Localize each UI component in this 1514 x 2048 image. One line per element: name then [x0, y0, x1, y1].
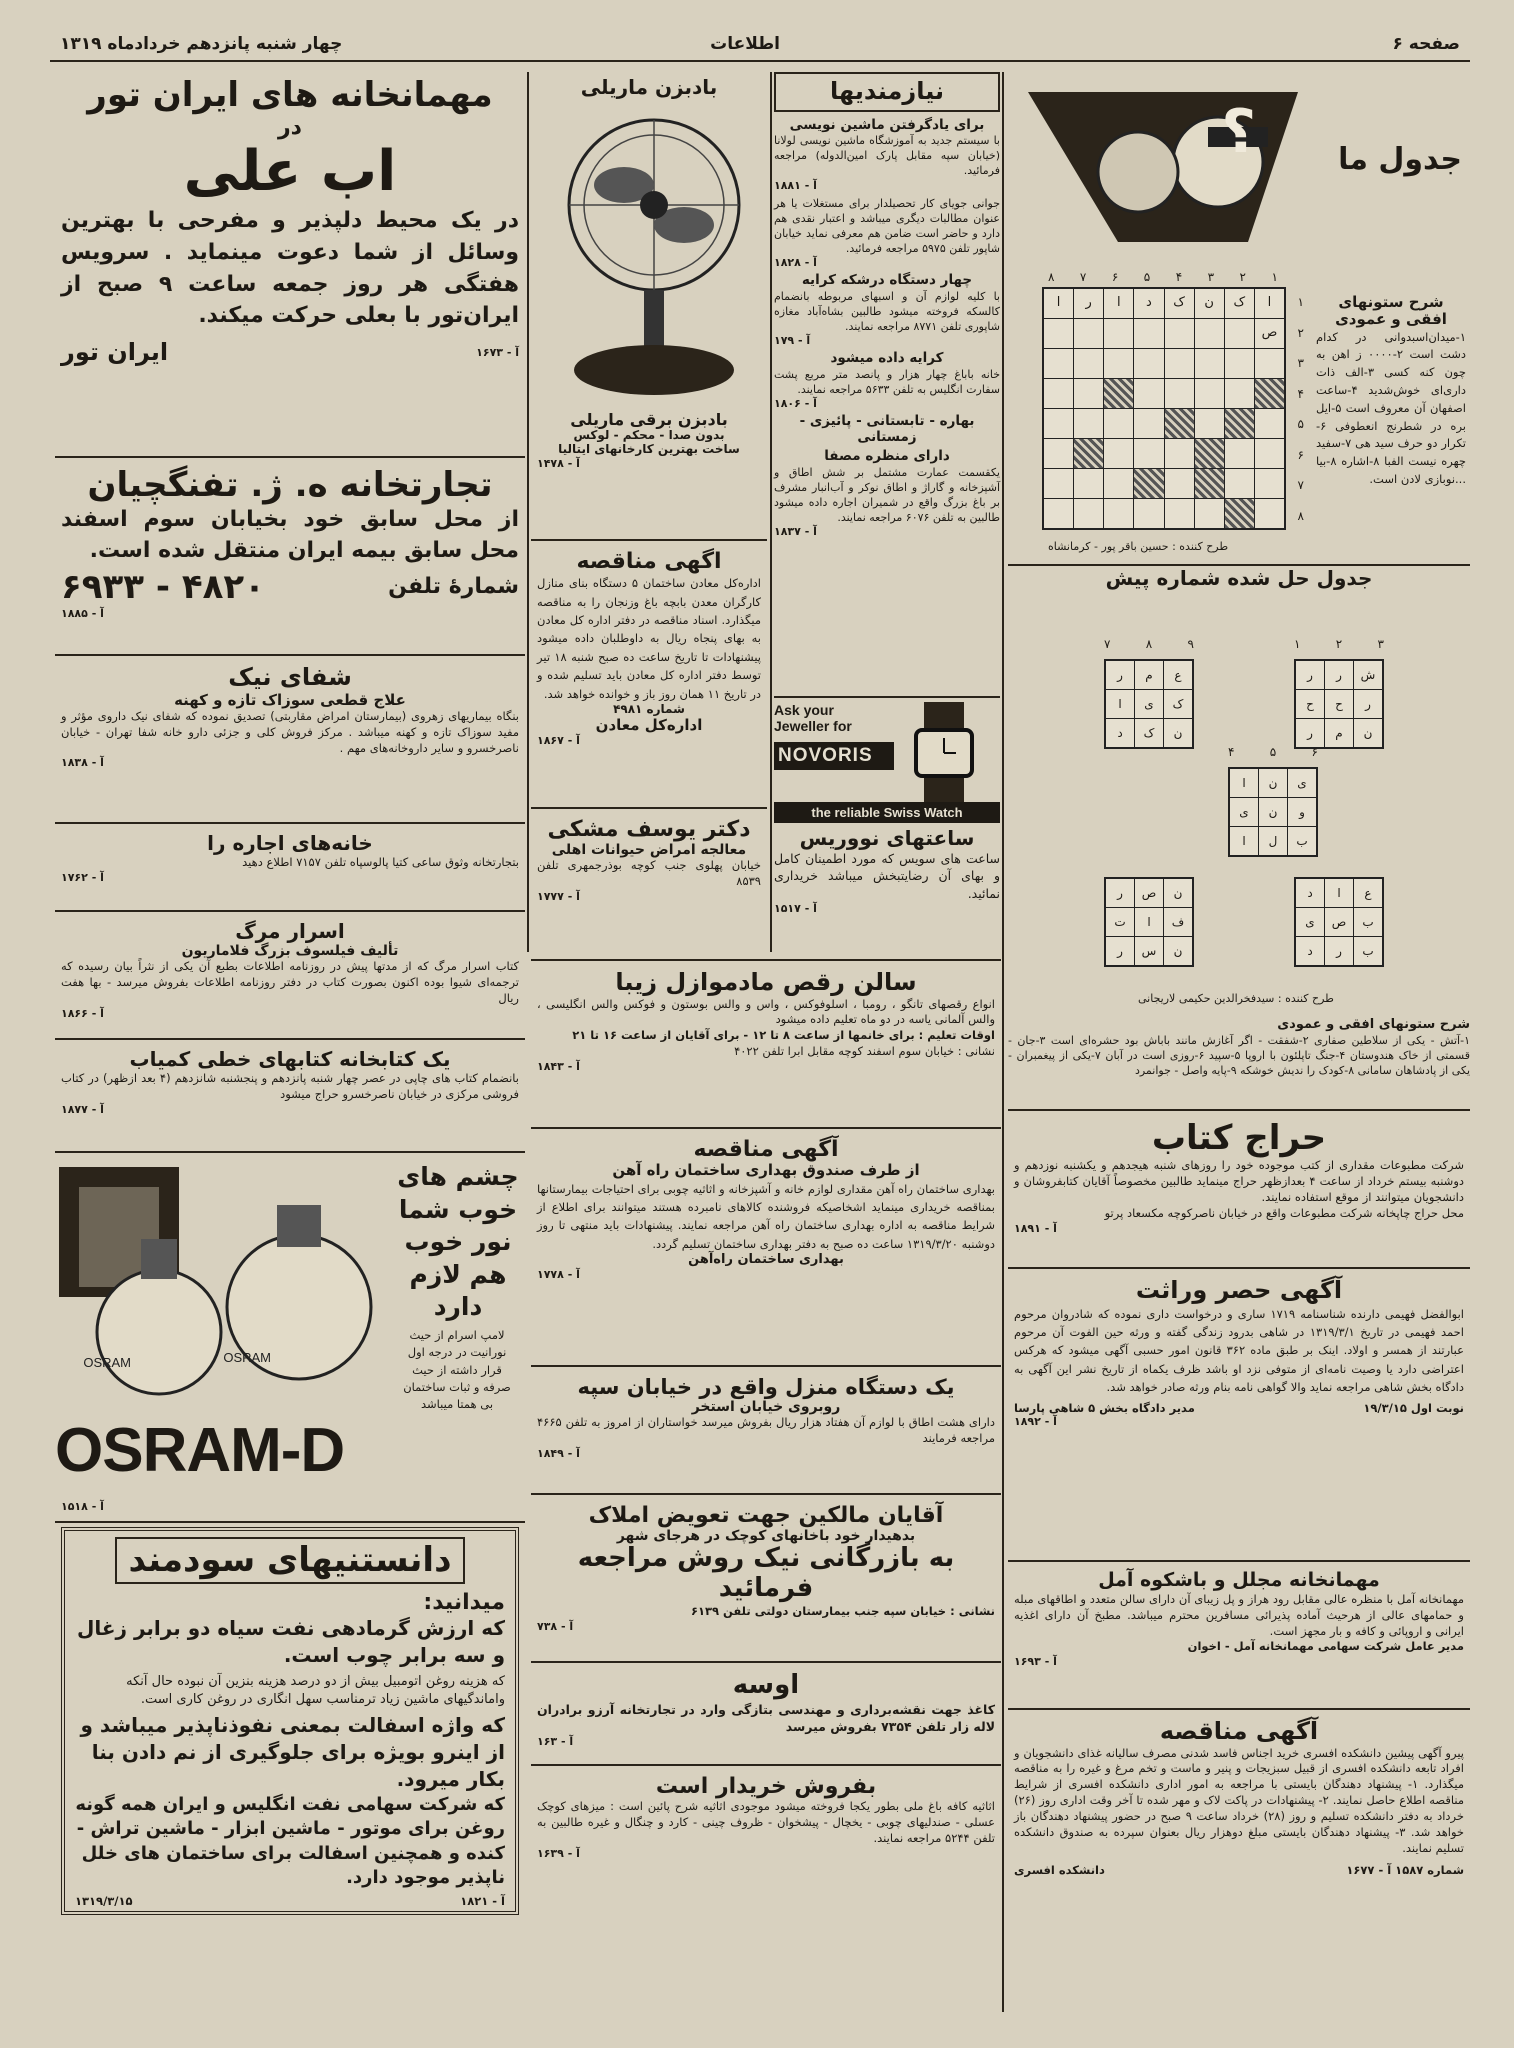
solved-cell: ب — [1354, 908, 1382, 936]
solved-cell: ص — [1135, 879, 1163, 907]
crossword-cell — [1074, 319, 1103, 348]
crossword-cell — [1104, 499, 1133, 528]
crossword-cell — [1165, 319, 1194, 348]
left-column — [55, 72, 525, 1919]
classified-ad — [774, 449, 1000, 538]
solved-grid-5 — [1294, 877, 1384, 967]
classified-ad-code: آ - ۱۷۹ — [774, 334, 811, 348]
right-lower-stack — [1008, 1105, 1470, 1992]
classified-ad — [774, 414, 1000, 445]
solved-numbers-c: ۶ ۵ ۴ — [1228, 745, 1318, 759]
crossword-cell — [1195, 409, 1224, 438]
crossword-cell — [1074, 349, 1103, 378]
page-header — [50, 30, 1470, 62]
classified-ad — [774, 351, 1000, 410]
solved-numbers-b: ۹ ۸ ۷ — [1104, 637, 1194, 651]
classified-ad-text: خانه باباغ چهار هزار و پانصد متر مربع پشت سفارت انگلیس به تلفن ۵۶۳۳ مراجعه نمایند. — [774, 367, 1000, 397]
crossword-cell — [1225, 469, 1254, 498]
solved-cell: ت — [1106, 908, 1134, 936]
crossword-cell — [1134, 499, 1163, 528]
classified-ad-title: چهار دستگاه درشکه کرایه — [801, 272, 973, 289]
crossword-cell: ک — [1225, 289, 1254, 318]
crossword-cell — [1195, 349, 1224, 378]
crossword-cell — [1225, 379, 1254, 408]
crossword-cell — [1044, 409, 1073, 438]
solved-cell: ر — [1296, 719, 1324, 747]
solved-cell: ن — [1164, 719, 1192, 747]
crossword-cell — [1195, 469, 1224, 498]
crossword-cell: د — [1134, 289, 1163, 318]
crossword-cell — [1044, 439, 1073, 468]
solved-cell: ی — [1230, 798, 1258, 826]
dance-salon-ad: سالن رقص مادموازل زیبا انواع رقصهای تانگو ، رومبا ، اسلوفوکس ، واس و والس بوستون و فوکس والس انگلیسی ، والس آلمانی یاسه در دو ماه تعلیم داده میشود اوقات تعلیم : برای خانمها از ساعت ۸ تا ۱۲ - برای آقایان از ساعت ۱۶ تا ۲۱ نشانی : خیابان سوم اسفند کوچه مقابل ابرا تلفن ۴۰۲۲ آ - ۱۸۴۳ — [537, 968, 995, 1074]
solved-cell: ا — [1325, 879, 1353, 907]
crossword-cell — [1165, 439, 1194, 468]
watch-illustration — [894, 702, 994, 802]
railway-tender-ad: آگهی مناقصه از طرف صندوق بهداری ساختمان راه آهن بهداری ساختمان راه آهن مقداری لوازم خانه و آشپزخانه و اثاثیه چوبی برای احتیاجات بیمارستانها بمناقصه خریداری مینماید اشخاصیکه فروشنده کالاهای نامبرده هستند میتوانند برای اطلاع از شرایط مناقصه به اداره بهداری ساختمان راه آهن مراجعه نمایند. پیشنهادات باید منتهی تا روز دوشنبه ۱۳۱۹/۳/۲۰ ساعت ده صبح به دفتر بهداری ساختمان تسلیم گردد. بهداری ساختمان راه‌آهن آ - ۱۷۷۸ — [537, 1137, 995, 1282]
solved-cell: ر — [1325, 661, 1353, 689]
crossword-cell — [1225, 319, 1254, 348]
officers-college-tender: آگهی مناقصه پیرو آگهی پیشین دانشکده افسری خرید اجناس فاسد شدنی مصرف سالیانه غذای دانشجویان و افراد تابعه دانشکده افسری از قبیل سبزیجات و پنیر و ماست و تخم مرغ و غیره را به مناقصه میگذارد. ۱- پیشنهاد دهندگان بایستی با مراجعه به امور اداری دانشکده افسری از شرایط مناقصه اطلاع حاصل نمایند. ۲- پیشنهادات در پاکت لاک و مهر شده تا آخر وقت اداری روز (۲۶) خرداد به دفتر دانشکده تسلیم و روز (۲۸) خرداد ساعت ۹ صبح در حضور پیشنهاد دهندگان باز خواهد شد. ۳- پیشنهاد دهندگان بایستی مبلغ دوهزار ریال بعنوان سپرده به صندوق دانشکده تسلیم نمایند. شماره ۱۵۸۷ آ - ۱۶۷۷ دانشکده افسری — [1014, 1717, 1465, 1877]
solved-cell: ا — [1230, 769, 1258, 797]
manuscript-library-ad: یک کتابخانه کتابهای خطی کمیاب بانضمام کتاب های چاپی در عصر چهار شنبه پانزدهم و پنجشنبه شانزدهم (۴ بعد ازظهر) در کتاب فروشی مرکزی در خیابان ناصرخسرو حراج میشود آ - ۱۸۷۷ — [61, 1047, 520, 1116]
rental-houses-ad: خانه‌های اجاره‌ را بتجارتخانه وثوق ساعی کتیا پالوسپاه تلفن ۷۱۵۷ اطلاع دهید آ - ۱۷۶۲ — [61, 831, 519, 884]
solved-cell: ن — [1259, 769, 1287, 797]
light-bulbs-illustration — [59, 1167, 389, 1417]
classified-ad-text: جوانی جویای کار تحصیلدار برای مستغلات یا هر عنوان مطالبات دیگری میباشد و اعتبار نقدی هم دارد و حاضر است ضامن هم معرفی نماید خیابان شاپور تلفن ۵۹۷۵ مراجعه فرمائید. — [774, 196, 1000, 256]
solved-cell: ص — [1325, 908, 1353, 936]
svg-text:؟: ؟ — [1221, 97, 1256, 167]
solved-cell: ع — [1164, 661, 1192, 689]
crossword-cell — [1195, 319, 1224, 348]
solved-cell: ر — [1354, 690, 1382, 718]
crossword-cell — [1134, 409, 1163, 438]
amol-hotel-ad: مهمانخانه مجلل و باشکوه آمل مهمانخانه آمل با منظره عالی مقابل رود هراز و پل زیبای آن دارای سالن متعدد و اطاقهای مبله و حمامهای عالی از هرحیث آماده پذیرائی مسافرین محترم میباشد. مطبخ آن دارای اغذیه ایرانی و اروپائی و کافه و بار مجهز است. مدیر عامل شرکت سهامی مهمانخانه آمل - اخوان آ - ۱۶۹۳ — [1014, 1569, 1464, 1669]
property-exchange-ad: آقایان مالکین جهت تعویض املاک بدهیدار خود باخانهای کوچک در هرجای شهر به بازرگانی نیک روش مراجعه فرمائید نشانی : خیابان سپه جنب بیمارستان دولتی تلفن ۶۱۳۹ آ - ۷۳۸ — [537, 1503, 995, 1634]
solved-cell: ش — [1354, 661, 1382, 689]
crossword-cell — [1255, 469, 1284, 498]
ozalid-paper-ad: اوسه کاغذ جهت نقشه‌برداری و مهندسی بتازگی وارد در تجارتخانه آرزو برادران لاله زار تلفن ۷۳۵۴ بفروش میرسد آ - ۱۶۳ — [537, 1670, 995, 1749]
solved-cell: ی — [1135, 690, 1163, 718]
solved-cell: د — [1296, 937, 1324, 965]
solved-cell: ر — [1106, 661, 1134, 689]
crossword-cell — [1104, 469, 1133, 498]
osram-ad: چشم های خوب شما نور خوب هم لازم دارد لامپ اسرام از حیث نورانیت در درجه اول قرار داشته از حیث صرفه و ثبات ساختمان بی همتا میباشد OSRAM OSRAM OSRAM-D آ - ۱۵۱۸ — [55, 1162, 519, 1513]
solved-grid-1 — [1294, 659, 1384, 749]
solved-cell: د — [1106, 719, 1134, 747]
classified-ad — [774, 273, 1000, 347]
solved-grid-4 — [1104, 877, 1194, 967]
solved-clues: شرح ستونهای افقی و عمودی ۱-آتش - یکی از سلاطین صفاری ۲-شفقت - اگر آغازش مانند باباش بود حشره‌ای است ۳-جان - قسمتی از خاک هندوستان ۴-جنگ تاپلئون با اروپا ۵-سپید ۶-روزی است در آبان ۷-یکی از پیغمبران - یکی از پادشاهان سامانی ۸-کودک را ندیش خوشکه ۹-پایه واصل - جوانمرد — [1008, 1017, 1470, 1078]
solved-grid-2 — [1104, 659, 1194, 749]
classified-ad-text: با کلیه لوازم آن و اسبهای مربوطه بانضمام کالسکه فروخته میشود طالبین بشاه‌آباد مغازه شاپوری تلفن ۸۷۷۱ مراجعه نمایند. — [774, 289, 1000, 334]
classified-ad-text: یکقسمت عمارت مشتمل بر شش اطاق و آشپزخانه و گاراژ و اطاق نوکر و آب‌انبار مشرف بر باغ بزرگ واقع در شمیران اجاره داده میشود طالبین به تلفن ۶۰۷۶ مراجعه نمایند. — [774, 465, 1000, 525]
newspaper-name: اطلاعات — [710, 34, 780, 54]
svg-text:OSRAM: OSRAM — [83, 1355, 131, 1370]
veterinarian-ad: دکتر یوسف مشکی معالجه امراض حیوانات اهلی خیابان پهلوی جنب کوچه بوذرجمهری تلفن ۸۵۳۹ آ - ۱۷۷۷ — [537, 817, 761, 904]
asrar-book-ad: اسرار مرگ تألیف فیلسوف بزرگ فلاماریون کتاب اسرار مرگ که از مدتها پیش در روزنامه اطلاعات بطبع آن یکی از نثراً بیان رسیده که ترجمه‌ای شیوا بوده اکنون بصورت کتاب در دفتر روزنامه اطلاعات بفروش میرسد - بها هفت ریال آ - ۱۸۶۶ — [61, 919, 519, 1020]
solved-cell: ا — [1135, 908, 1163, 936]
crossword-cell: ن — [1195, 289, 1224, 318]
iran-tour-ad: مهمانخانه های ایران تور در اب علی در یک محیط دلپذیر و مفرحی با بهترین وسائل از شما دعوت مینماید . سرویس هفتگی هر روز جمعه ساعت ۹ صبح از ایران‌تور با بعلی حرکت میکند. آ - ۱۶۷۳ ایران تور — [61, 75, 519, 367]
solved-cell: ی — [1288, 769, 1316, 797]
crossword-cell — [1255, 439, 1284, 468]
middle-lower-column — [531, 955, 1001, 1918]
page-number: صفحه ۶ — [1392, 34, 1460, 54]
crossword-cell — [1225, 409, 1254, 438]
solved-cell: ا — [1230, 827, 1258, 855]
classified-ad-code: آ - ۱۸۲۸ — [774, 256, 817, 270]
crossword-cell — [1255, 409, 1284, 438]
solved-cell: ب — [1288, 827, 1316, 855]
useful-facts-ad: دانستنیهای سودمند میدانید: که ارزش گرمادهی نفت سیاه دو برابر زغال و سه برابر چوب است. که هزینه روغن اتومبیل بیش از دو درصد هزینه بنزین آن نبوده حال آنکه واماندگیهای ماشین زیاد ترمناسب سهل انگاری در روغن کاری است. که واژه اسفالت بمعنی نفوذناپذیر میباشد و از اینرو بویژه برای جلوگیری از نم دادن بنا بکار میرود. که شرکت سهامی نفت انگلیس و ایران همه گونه روغن برای موتور - ماشین ابزار - ماشین تراش - کنده و همچنین اسفالت برای ساختمان های خلل ناپذیر موجود دارد. آ - ۱۸۲۱ ۱۳۱۹/۳/۱۵ — [61, 1527, 519, 1915]
column-rule — [770, 72, 772, 952]
solved-cell: ن — [1164, 879, 1192, 907]
solved-cell: ن — [1354, 719, 1382, 747]
crossword-cell — [1165, 499, 1194, 528]
crossword-grid — [1042, 287, 1286, 530]
crossword-cell: ا — [1255, 289, 1284, 318]
classifieds-title-box: نیازمندیها — [774, 72, 1000, 112]
crossword-cell — [1044, 319, 1073, 348]
crossword-cell — [1074, 469, 1103, 498]
tofangchian-ad: تجارتخانه ه. ژ. تفنگچیان از محل سابق خود بخیابان سوم اسفند محل سابق بیمه ایران منتقل شده است. شمارهٔ تلفن ۴۸۲۰ - ۶۹۳۳ آ - ۱۸۸۵ — [61, 465, 519, 620]
solved-cell: م — [1135, 661, 1163, 689]
crossword-cell — [1165, 379, 1194, 408]
shefa-nik-ad: شفای نیک علاج قطعی سوزاک تازه و کهنه بنگاه بیماریهای زهروی (بیمارستان امراض مقاربتی) تصدیق نموده که شفای نیک داروی مؤثر و مفید سوزاک تازه و کهنه میباشد . مرکز فروش کلی و جزئی دارو خانه شفا تهران - خیابان ناصرخسرو و سایر داروخانه‌های مهم . آ - ۱۸۳۸ — [61, 663, 519, 770]
classified-ad — [774, 118, 1000, 192]
right-column — [1008, 72, 1470, 1005]
crossword-illustration — [1028, 92, 1298, 272]
classified-ad-code: آ - ۱۸۰۶ — [774, 397, 817, 411]
crossword-cell: ر — [1074, 289, 1103, 318]
crossword-cell — [1195, 439, 1224, 468]
crossword-cell — [1255, 379, 1284, 408]
classified-ad-code: آ - ۱۸۸۱ — [774, 178, 817, 192]
crossword-cell — [1225, 349, 1254, 378]
classified-ad-title: بهاره - تابستانی - پائیزی - زمستانی — [799, 413, 975, 445]
solved-puzzle-section: جدول حل شده شماره پیش ش ر ر ر ح ح ن م ر ع م ر ک ی ا ن ک د ی ن ا و ن ی ب ل ا ن ص ر ف ا ت ن س ر ع ا د ب ص ی ب ر د ۳ ۲ ۱ ۹ ۸ ۷ ۶ ۵ ۴ طرح کننده : سیدفخرالدین حکیمی لاریجانی — [1104, 566, 1384, 1005]
crossword-cell — [1074, 409, 1103, 438]
solved-cell: ح — [1325, 690, 1353, 718]
solved-cell: ن — [1259, 798, 1287, 826]
solved-cell: ع — [1354, 879, 1382, 907]
classified-ad — [774, 196, 1000, 270]
solved-cell: ا — [1106, 690, 1134, 718]
crossword-cell — [1134, 349, 1163, 378]
solved-cell: ک — [1135, 719, 1163, 747]
solved-cell: ن — [1164, 937, 1192, 965]
issue-date: چهار شنبه پانزدهم خردادماه ۱۳۱۹ — [60, 34, 343, 54]
mines-tender-ad: اگهی مناقصه اداره‌کل معادن ساختمان ۵ دستگاه بنای منازل کارگران معدن بابچه باغ وزنجان را به مناقصه میگذارد. اسناد مناقصه در دفتر اداره کل معادن به بهای پنجاه ریال به داوطلبان داده میشود پیشنهادات تا تاریخ ساعت ده صبح شنبه ۱۸ تیر توسط دفتر اداره کل معادن باید تسلیم شده و در تاریخ ۱۱ همان روز باز و خوانده خواهد شد. شماره ۴۹۸۱ اداره‌کل معادن آ - ۱۸۶۷ — [537, 549, 761, 748]
solved-cell: ب — [1354, 937, 1382, 965]
classified-ad-title: دارای منظره مصفا — [824, 448, 950, 465]
crossword-cell — [1074, 379, 1103, 408]
novoris-ad: Ask your Jeweller for NOVORIS the reliable Swiss Watch ساعتهای نووریس ساعت های سویس که مورد اطمینان کامل و بهای آن رضایتبخش میباشد خریداری نمائید. آ - ۱۵۱۷ — [774, 692, 1000, 915]
solved-cell: ر — [1296, 661, 1324, 689]
solved-numbers-a: ۳ ۲ ۱ — [1294, 637, 1384, 651]
solved-cell: ی — [1296, 908, 1324, 936]
book-auction-ad: حراج کتاب شرکت مطبوعات مقداری از کتب موجوده خود را روزهای شنبه هیجدهم و یکشنبه نوزدهم و دوشنبه بیستم خرداد از ساعت ۴ بعدازظهر حراج مینماید طالبین مخصوصاً آقایان کتابفروشان و دانشجویان میتوانند از موقع استفاده نمایند. محل حراج چاپخانه شرکت مطبوعات واقع در خیابان ناصرکوچه‌ مکسعاد پرتو آ - ۱۸۹۱ — [1014, 1118, 1464, 1235]
crossword-cell — [1104, 439, 1133, 468]
house-sale-ad: یک دستگاه منزل واقع در خیابان سپه روبروی خیابان استخر دارای هشت اطاق با لوازم آن هفتاد هزار ریال بفروش میرسد خواستاران از امروز به تلفن ۴۶۶۵ مراجعه فرمایند آ - ۱۸۴۹ — [537, 1375, 995, 1460]
classified-ad-title: کرایه داده میشود — [830, 350, 944, 367]
crossword-row-numbers: ۱ ۲ ۳ ۴ ۵ ۶ ۷ ۸ — [1297, 295, 1304, 523]
solved-cell: ر — [1325, 937, 1353, 965]
solved-grid-3 — [1228, 767, 1318, 857]
crossword-cell — [1134, 379, 1163, 408]
column-3 — [531, 72, 767, 952]
solved-cell: و — [1288, 798, 1316, 826]
crossword-cell: ص — [1255, 319, 1284, 348]
classified-ad-code: آ - ۱۸۳۷ — [774, 525, 817, 539]
crossword-cell — [1225, 499, 1254, 528]
solved-cell: م — [1325, 719, 1353, 747]
crossword-cell — [1104, 349, 1133, 378]
classified-ad-text: با سیستم جدید به آموزشگاه ماشین نویسی لولانا (خیابان سپه مقابل پارک امین‌الدوله) مراجعه فرمائید. — [774, 134, 1000, 178]
crossword-cell — [1255, 349, 1284, 378]
svg-text:OSRAM: OSRAM — [223, 1350, 271, 1365]
crossword-cell — [1104, 409, 1133, 438]
column-rule — [1002, 72, 1004, 2012]
osram-logo: OSRAM-D — [55, 1416, 345, 1485]
solved-cell: ل — [1259, 827, 1287, 855]
crossword-title: جدول ما — [1338, 142, 1462, 177]
solved-cell: ر — [1106, 879, 1134, 907]
crossword-cell — [1165, 349, 1194, 378]
crossword-cell — [1195, 379, 1224, 408]
crossword-cell — [1044, 349, 1073, 378]
solved-cell: س — [1135, 937, 1163, 965]
crossword-cell: ک — [1165, 289, 1194, 318]
crossword-cell — [1225, 439, 1254, 468]
classified-ad-title: برای یادگرفتن ماشین نویسی — [789, 116, 985, 133]
classified-ads-list — [774, 118, 1000, 539]
crossword-cell — [1134, 319, 1163, 348]
crossword-cell — [1134, 469, 1163, 498]
crossword-cell — [1074, 439, 1103, 468]
electric-fan-illustration — [539, 105, 759, 405]
crossword-cell — [1074, 499, 1103, 528]
inheritance-notice: آگهی حصر وراثت ابوالفضل فهیمی دارنده شناسنامه ۱۷۱۹ ساری و درخواست داری نموده که شادروان مرحوم احمد فهیمی در تاریخ ۱۳۱۹/۳/۱ در شاهی بدرود زندگی گفته و ورثه حین الفوت آن مرحوم عبارتند از همسر و اولاد. اینک بر طبق ماده ۳۶۲ قانون امور حسبی آگهی میشود که هرکس اعتراضی دارد یا وصیت نامه‌ای از متوفی نزد او باشد ظرف یکماه از تاریخ نشر این آگهی به دادگاه بخش شاهی مراجعه نماید والا گواهی نامه بنام ورثه صادر خواهد شد. نوبت اول ۱۹/۳/۱۵ مدیر دادگاه بخش ۵ شاهی پارسا آ - ۱۸۹۲ — [1014, 1276, 1464, 1428]
crossword-cell — [1134, 439, 1163, 468]
solved-cell: ر — [1106, 937, 1134, 965]
crossword-cell — [1044, 469, 1073, 498]
crossword-cell — [1195, 499, 1224, 528]
crossword-cell: ا — [1104, 289, 1133, 318]
crossword-cell — [1044, 499, 1073, 528]
solved-cell: ک — [1164, 690, 1192, 718]
crossword-cell — [1044, 379, 1073, 408]
solved-cell: د — [1296, 879, 1324, 907]
crossword-clues: شرح ستونهای افقی و عمودی ۱-میدان‌اسبدوانی در کدام دشت است ۲-۰۰۰۰ ز اهن به چون کنه‌ کسی ۳-الف ذات داری‌ای خوش‌شدید ۴-ساعت‌ اصفهان آن معروف است ۵-ایل‌ بره‌ در شطرنج انعطوفی ۶-تکرار دو حرف سید هی ۷-سفید چهره نیست الفبا ۸-اشاره ۸-بیا ...نوبازی لادن است. — [1316, 293, 1466, 486]
crossword-cell — [1104, 319, 1133, 348]
solved-cell: ح — [1296, 690, 1324, 718]
crossword-cell — [1165, 409, 1194, 438]
fan-ad: بادبزن ماریلی بادبزن برقی ماریلی بدون صدا - محکم - لوکس ساخت بهترین کارخانهای ایتالیا آ - ۱۴۷۸ — [531, 72, 767, 535]
crossword-cell — [1165, 469, 1194, 498]
solved-cell: ف — [1164, 908, 1192, 936]
crossword-cell — [1104, 379, 1133, 408]
crossword-cell: ا — [1044, 289, 1073, 318]
crossword-cell — [1255, 499, 1284, 528]
crossword-designer: طرح کننده : حسین باقر پور - کرمانشاه — [1048, 540, 1229, 553]
column-rule — [527, 72, 529, 952]
classifieds-column — [774, 72, 1000, 952]
cafe-furniture-sale-ad: بفروش خریدار است اثاثیه کافه باغ ملی بطور یکجا فروخته میشود موجودی اثاثیه شرح پائین است : میزهای کوچک عسلی - صندلیهای چوبی - یخچال - پیشخوان - ظروف چینی - کارد و چنگال و غیره طالبین به تلفن ۵۲۴۴ مراجعه نمایند. آ - ۱۶۳۹ — [537, 1774, 995, 1860]
solved-designer: طرح کننده : سیدفخرالدین حکیمی لاریجانی — [1138, 992, 1334, 1005]
crossword-column-numbers: ۸ ۷ ۶ ۵ ۴ ۳ ۲ ۱ — [1048, 270, 1278, 284]
